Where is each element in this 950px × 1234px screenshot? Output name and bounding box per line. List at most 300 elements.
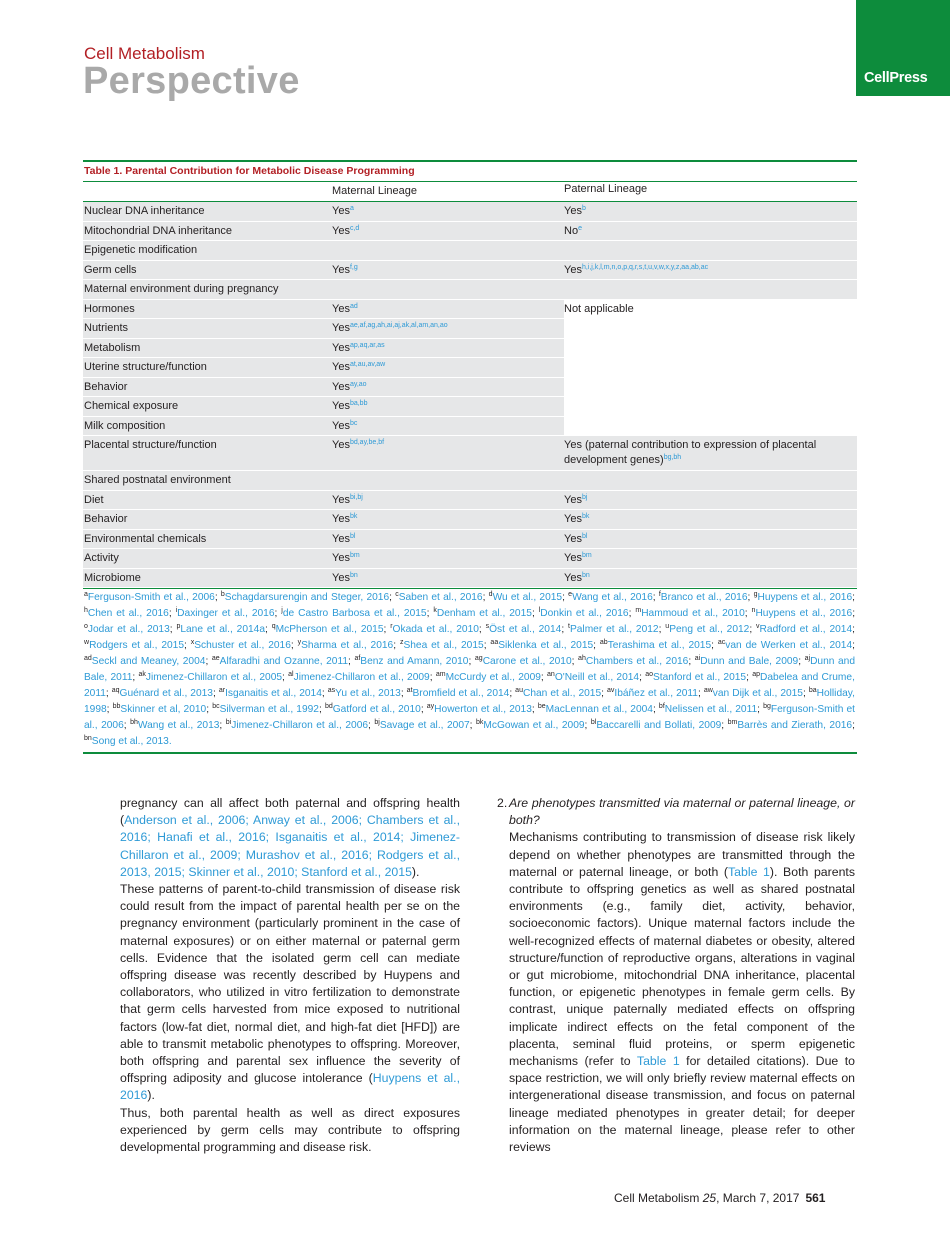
footnote-citation[interactable]: Baccarelli and Bollati, 2009 (596, 720, 722, 731)
footnote-citation[interactable]: van de Werken et al., 2014 (725, 640, 853, 651)
header-blank-cell (83, 182, 332, 201)
footnote-marker[interactable]: bi,bj (349, 493, 363, 501)
footnote-key: i (175, 607, 178, 614)
footnote-key: ay (426, 703, 435, 710)
cell-text: Yes (332, 322, 350, 334)
footnote-citation[interactable]: Chan et al., 2015 (522, 688, 602, 699)
footnote-citation[interactable]: Jimenez-Chillaron et al., 2005 (145, 672, 283, 683)
footnote-marker[interactable]: bj (581, 493, 588, 501)
footnote-citation[interactable]: Chen et al., 2016 (87, 608, 169, 619)
table-cell (332, 358, 564, 377)
table-cell (564, 491, 857, 510)
footnote-marker[interactable]: bc (349, 419, 358, 427)
footnote-marker[interactable]: ba,bb (349, 400, 368, 407)
footnote-citation[interactable]: Wu et al., 2015 (492, 592, 563, 603)
footnote-citation[interactable]: Silverman et al., 1992 (219, 704, 319, 715)
table-cell (564, 358, 857, 377)
footnote-citation[interactable]: Schagdarsurengin and Steger, 2016 (224, 592, 390, 603)
table-row (83, 549, 857, 569)
footnote (390, 624, 479, 635)
footnote-marker[interactable]: ay,ao (349, 380, 367, 388)
cell-text: Behavior (84, 513, 128, 525)
table-body (83, 202, 857, 588)
table-row (83, 339, 857, 359)
footnote-citation[interactable]: Barrès and Zierath, 2016 (737, 720, 853, 731)
footnote-citation[interactable]: Skinner et al, 2010 (120, 704, 207, 715)
footnote-key: t (568, 623, 570, 630)
table-row (83, 436, 857, 471)
footnote-key: g (753, 591, 758, 598)
footnote-citation[interactable]: Stanford et al., 2015 (653, 672, 747, 683)
table-header (83, 181, 857, 202)
footnote-citation[interactable]: Peng et al., 2012 (669, 624, 750, 635)
footnote-citation[interactable]: Denham et al., 2015 (436, 608, 532, 619)
footnote-key: ac (717, 639, 726, 646)
footnote (538, 704, 653, 715)
cell-text: Shared postnatal environment (84, 474, 231, 486)
footnote-citation[interactable]: Dabelea and Crume, 2011 (84, 672, 855, 699)
footnote-citation[interactable]: Carone et al., 2010 (482, 656, 572, 667)
footnote (226, 720, 368, 731)
text: pregnancy can all affect both paternal and offspring health ( (120, 796, 460, 828)
footnote-key: m (635, 607, 642, 614)
footnote-key: ab (599, 639, 608, 646)
footnote-citation[interactable]: Saben et al., 2016 (398, 592, 483, 603)
footnote-key: r (390, 623, 393, 630)
footnote-citation[interactable]: Wang et al., 2016 (572, 592, 653, 603)
footnote-key: ba (808, 687, 817, 694)
footnote-citation[interactable]: Howerton et al., 2013 (434, 704, 532, 715)
publisher-logo (856, 0, 950, 96)
table-link[interactable]: Table 1 (728, 864, 770, 879)
cell-text: Mitochondrial DNA inheritance (84, 224, 232, 237)
table-cell (83, 280, 332, 299)
cell-text: Yes (332, 571, 350, 584)
footer-volume: 25 (702, 1191, 717, 1205)
footnote-citation[interactable]: Sharma et al., 2016 (301, 640, 394, 651)
footnote-citation[interactable]: Seckl and Meaney, 2004 (91, 656, 206, 667)
text: Mechanisms contributing to transmission of disease risk likely depend on whether phenotypes are transmitted through the maternal or paternal lineage, or both ( (509, 830, 855, 879)
table-row (83, 261, 857, 281)
table-row (83, 569, 857, 589)
table-footnotes: $^a$Ferguson-Smith et al., 2006; $^b$Schagdarsurengin and Steger, 2016; $^c$Saben et al., 2016; $^d$Wu et al., 2015; $^e$Wang et al., 2016; $^f$Branco et al., 2016; $^g$Huypens et al., 2016; $^h$Chen et al., 2016; $^i$Daxinger et al., 2016; $^j$de Castro Barbosa et al., 2015; $^k$Denham et al., 2015; $^l$Donkin et al., 2016; $^m$Hammoud et al., 2010; $^n$Huypens et al., 2016; $^o$Jodar et al., 2013; $^p$Lane et al., 2014a; $^q$McPherson et al., 2015; $^r$Okada et al., 2010; $^s$Öst et al., 2014; $^t$Palmer et al., 2012; $^u$Peng et al., 2012; $^v$Radford et al., 2014; $^w$Rodgers et al., 2015; $^x$Schuster et al., 2016; $^y$Sharma et al., 2016; $^z$Shea et al., 2015; $^{aa}$Siklenka et al., 2015; $^{ab}$Terashima et al., 2015; $^{ac}$van de Werken et al., 2014; $^{ad}$Seckl and Meaney, 2004; $^{ae}$Alfaradhi and Ozanne, 2011; $^{af}$Benz and Amann, 2010; $^{ag}$Carone et al., 2010; $^{ah}$Chambers et al., 2016; $^{ai}$Dunn and Bale, 2009; $^{aj}$Dunn and Bale, 2011; $^{ak}$Jimenez-Chillaron et al., 2005; $^{al}$Jimenez-Chillaron et al., 2009; $^{am}$McCurdy et al., 2009; $^{an}$O'Neill et al., 2014; $^{ao}$Stanford et al., 2015; $^{ap}$Dabelea and Crume, 2011; $^{aq}$Guénard et al., 2013; $^{ar}$Isganaitis et al., 2014; $^{as}$Yu et al., 2013; $^{at}$Bromfield et al., 2014; $^{au}$Chan et al., 2015; $^{av}$Ibáñez et al., 2011; $^{aw}$van Dijk et al., 2015; $^{ba}$Holliday, 1998; $^{bb}$Skinner et al, 2010; $^{bc}$Silverman et al., 1992; $^{bd}$Gatford et al., 2010; $^{ay}$Howerton et al., 2013; $^{be}$MacLennan et al., 2004; $^{bf}$Nelissen et al., 2011; $^{bg}$Ferguson-Smith et al., 2006; $^{bh}$Wang et al., 2013; $^{bi}$Jimenez-Chillaron et al., 2006; $^{bj}$Savage et al., 2007; $^{bk}$McGowan et al., 2009; $^{bl}$Baccarelli and Bollati, 2009; $^{bm}$Barrès and Zierath, 2016; $^{bn}$Song et al., 2013. (83, 588, 857, 754)
footnote-citation[interactable]: McGowan et al., 2009 (483, 720, 585, 731)
cell-text: Yes (332, 439, 350, 451)
footnote-citation[interactable]: Dunn and Bale, 2011 (84, 656, 856, 683)
footnote-marker[interactable]: ae,af,ag,ah,ai,aj,ak,al,am,an,ao (349, 322, 448, 329)
footnote-marker[interactable]: at,au,av,aw (349, 361, 386, 368)
footnote (112, 688, 213, 699)
table-cell (83, 222, 332, 241)
footnote-citation[interactable]: Jodar et al., 2013 (87, 624, 170, 635)
cell-text: No (564, 224, 579, 237)
footnote-key: ah (578, 655, 586, 662)
footnote-key: l (538, 607, 541, 614)
citation-link[interactable]: Anderson et al., 2006; Anway et al., 2006; Chambers et al., 2016; Hanafi et al., 2016; Isganaitis et al., 2014; Jimenez-Chillaron et al., 2009; Murashov et al., 2016; Rodgers et al., 2013, 2015; Skinner et al., 2010; Stanford et al., 2015 (120, 813, 460, 879)
footnote-key: v (756, 623, 760, 630)
footnote-key: bd (324, 703, 333, 710)
table-cell (83, 530, 332, 549)
footnote-citation[interactable]: Huypens et al., 2016 (755, 608, 853, 619)
footnote (756, 624, 852, 635)
footnote-key: be (537, 703, 546, 710)
footnote-citation[interactable]: Ferguson-Smith et al., 2006 (84, 704, 856, 731)
table-cell (83, 378, 332, 397)
footnote-citation[interactable]: Song et al., 2013. (91, 736, 172, 747)
table-cell (332, 202, 564, 221)
footnote (84, 608, 169, 619)
footnote-citation[interactable]: Holliday, 1998 (84, 688, 855, 715)
footnote (490, 640, 593, 651)
footnote (728, 720, 852, 731)
table-row (83, 491, 857, 511)
footnote-key: ae (211, 655, 220, 662)
footnote-key: ak (138, 671, 146, 678)
footnote-key: f (658, 591, 661, 598)
footnote-citation[interactable]: Isganaitis et al., 2014 (225, 688, 322, 699)
table-cell (83, 549, 332, 568)
table-row (83, 358, 857, 378)
footnote (113, 704, 207, 715)
footnote (354, 656, 468, 667)
cell-text: Yes (564, 532, 582, 545)
footnote (645, 672, 746, 683)
footnote-citation[interactable]: Ibáñez et al., 2011 (614, 688, 698, 699)
footnote-citation[interactable]: Wang et al., 2013 (137, 720, 220, 731)
footnote-key: a (84, 591, 88, 598)
table-cell (83, 471, 332, 490)
footnote-key: as (327, 687, 336, 694)
footnote-marker[interactable]: h,i,j,k,l,m,n,o,p,q,r,s,t,u,v,w,x,y,z,aa,ab,ac (581, 263, 709, 271)
table-cell (83, 261, 332, 280)
table-row (83, 471, 857, 491)
footnote-marker[interactable]: bm (581, 552, 592, 559)
footnote-key: af (354, 655, 361, 662)
footnote-key: ad (84, 655, 92, 662)
journal-name: Cell Metabolism (84, 44, 205, 63)
question-text: Are phenotypes transmitted via maternal or paternal lineage, or both? (509, 796, 855, 828)
table-cell (332, 261, 564, 280)
footnote-key: bc (212, 703, 220, 710)
cell-text: Yes (564, 571, 582, 584)
footnote-citation[interactable]: Branco et al., 2016 (660, 592, 748, 603)
footnote-marker[interactable]: b (581, 205, 586, 212)
cell-text: Uterine structure/function (84, 361, 207, 373)
footnote (486, 624, 562, 635)
footnote-marker[interactable]: bk (349, 513, 358, 520)
citation-link[interactable]: Huypens et al., 2016 (120, 1071, 460, 1103)
footnote-citation[interactable]: Öst et al., 2014 (489, 624, 562, 635)
footnote-citation[interactable]: Nelissen et al., 2011 (664, 704, 758, 715)
cell-text: Yes (332, 380, 350, 393)
footnote (659, 592, 748, 603)
footnote-key: aw (703, 687, 713, 694)
footnote-citation[interactable]: Jimenez-Chillaron et al., 2009 (293, 672, 430, 683)
footnote-key: ar (218, 687, 226, 694)
table-cell (83, 319, 332, 338)
footnote (130, 720, 219, 731)
footnote-key: bh (130, 719, 138, 726)
table-cell (564, 510, 857, 529)
footnote-key: bb (112, 703, 121, 710)
footnote (578, 656, 688, 667)
footnote (325, 704, 421, 715)
table-row (83, 300, 857, 320)
footnote-key: av (606, 687, 615, 694)
table-cell (332, 549, 564, 568)
footnote (635, 608, 744, 619)
table-cell (332, 510, 564, 529)
footnote-key: aa (490, 639, 499, 646)
table-cell (564, 202, 857, 221)
table-cell (564, 300, 857, 319)
footnote (704, 688, 803, 699)
cell-text: Yes (332, 205, 350, 217)
paragraph (120, 881, 460, 1105)
table-cell (83, 569, 332, 588)
cell-text: Yes (564, 493, 582, 506)
footnote (659, 704, 757, 715)
footnote-marker[interactable]: c,d (349, 224, 360, 232)
page-footer (614, 1191, 825, 1205)
footnote-marker[interactable]: ap,aq,ar,as (349, 341, 385, 349)
table-cell (83, 510, 332, 529)
footnote (212, 656, 348, 667)
footnote (191, 640, 291, 651)
footnote-citation[interactable]: Donkin et al., 2016 (540, 608, 629, 619)
table-row (83, 530, 857, 550)
table-cell (564, 378, 857, 397)
footnote-citation[interactable]: McPherson et al., 2015 (275, 624, 384, 635)
footnote-marker[interactable]: bk (581, 513, 590, 520)
right-column (497, 795, 855, 1156)
cell-text: Yes (332, 302, 350, 315)
footnote-key: bk (476, 719, 484, 726)
table-cell (332, 319, 564, 338)
table-cell (83, 436, 332, 470)
footnote (515, 688, 601, 699)
footnote (395, 592, 482, 603)
footnote (212, 704, 319, 715)
cell-text: Yes (332, 513, 350, 525)
footnote-citation[interactable]: Siklenka et al., 2015 (498, 640, 594, 651)
footnote-citation[interactable]: Chambers et al., 2016 (585, 656, 689, 667)
cell-text: Yes (332, 493, 350, 506)
cell-text: Yes (332, 341, 350, 354)
table-cell (332, 378, 564, 397)
footnote-marker[interactable]: a (349, 205, 354, 212)
footnote-marker[interactable]: bg,bh (663, 454, 682, 461)
footnote-marker[interactable]: bd,ay,be,bf (349, 439, 385, 446)
footnote-key: z (399, 639, 404, 646)
cell-text: Milk composition (84, 419, 166, 432)
cell-text: Maternal environment during pregnancy (84, 283, 279, 295)
footnote-marker[interactable]: f,g (349, 263, 358, 271)
table-cell (564, 397, 857, 416)
cell-text: Yes (332, 263, 350, 276)
footnote (221, 592, 389, 603)
footnote-citation[interactable]: Hammoud et al., 2010 (641, 608, 745, 619)
footnote-key: al (288, 671, 294, 678)
footnote-marker[interactable]: e (578, 224, 582, 232)
table-cell (83, 397, 332, 416)
footnote-citation[interactable]: Yu et al., 2013 (335, 688, 401, 699)
table-cell (564, 417, 857, 436)
table-link[interactable]: Table 1 (636, 1054, 680, 1069)
footnote-citation[interactable]: Guénard et al., 2013 (119, 688, 213, 699)
table-cell (332, 241, 564, 260)
footnote-citation[interactable]: O'Neill et al., 2014 (554, 672, 640, 683)
footnote (176, 608, 275, 619)
table-row (83, 222, 857, 242)
footnote-key: bl (590, 719, 597, 726)
footnote-marker[interactable]: bm (349, 552, 360, 559)
footnote-citation[interactable]: Benz and Amann, 2010 (360, 656, 469, 667)
footnote (427, 704, 532, 715)
footnote-citation[interactable]: Schuster et al., 2016 (194, 640, 291, 651)
table-row (83, 202, 857, 222)
footnote (374, 720, 469, 731)
cell-text: Yes (564, 205, 582, 217)
footnote-citation[interactable]: Terashima et al., 2015 (607, 640, 712, 651)
footnote-citation[interactable]: Savage et al., 2007 (379, 720, 470, 731)
footnote-citation[interactable]: Alfaradhi and Ozanne, 2011 (219, 656, 349, 667)
footnote-key: aq (111, 687, 120, 694)
page-number: 561 (805, 1191, 826, 1205)
cell-text: Yes (paternal contribution to expression of placental development genes) (564, 439, 817, 466)
footnote-key: c (395, 591, 399, 598)
footnote-citation[interactable]: Daxinger et al., 2016 (177, 608, 275, 619)
cell-text: Yes (564, 513, 582, 525)
footnote-key: au (515, 687, 523, 694)
footnote-key: bj (374, 719, 380, 726)
footnote-citation[interactable]: Dunn and Bale, 2009 (700, 656, 799, 667)
footnote-citation[interactable]: Palmer et al., 2012 (569, 624, 659, 635)
footnote-key: p (176, 623, 181, 630)
table-cell (83, 491, 332, 510)
cell-text: Activity (84, 552, 119, 564)
table-1 (83, 160, 857, 754)
table-title: Table 1. Parental Contribution for Metabolic Disease Programming (83, 160, 857, 181)
footnote-key: ag (474, 655, 483, 662)
table-cell (332, 339, 564, 358)
table-cell (564, 222, 857, 241)
cell-text: Hormones (84, 302, 135, 315)
footnote-citation[interactable]: van Dijk et al., 2015 (712, 688, 803, 699)
footnote-marker[interactable]: bn (349, 571, 358, 579)
table-cell (83, 241, 332, 260)
cell-text: Yes (564, 552, 582, 564)
footnote (436, 672, 541, 683)
footnote-marker[interactable]: bl (349, 532, 356, 540)
table-cell (564, 280, 857, 299)
paragraph (120, 795, 460, 881)
footnote-key: ap (752, 671, 761, 678)
footnote (591, 720, 721, 731)
table-cell (332, 300, 564, 319)
footnote-citation[interactable]: Rodgers et al., 2015 (89, 640, 184, 651)
footnote (754, 592, 853, 603)
cell-text: Epigenetic modification (84, 244, 198, 256)
table-row (83, 280, 857, 300)
table-row (83, 417, 857, 437)
footnote (475, 656, 572, 667)
footnote-marker[interactable]: bl (581, 532, 588, 540)
footer-date: , March 7, 2017 (716, 1191, 800, 1205)
footnote-marker[interactable]: bn (581, 571, 590, 579)
footnote (568, 592, 653, 603)
header-maternal: Maternal Lineage (332, 185, 418, 197)
cell-text: Yes (332, 361, 350, 373)
footnote-citation[interactable]: MacLennan et al., 2004 (545, 704, 653, 715)
footnote (568, 624, 659, 635)
text: for detailed citations). Due to space restriction, we will only briefly review maternal effects on intergenerational disease transmission, and focus on paternal lineage mediated phenotypes in greater detail; for deeper information on the maternal lineage, please refer to other reviews (509, 1054, 855, 1155)
footnote-key: b (220, 591, 225, 598)
footnote-citation[interactable]: Huypens et al., 2016 (757, 592, 853, 603)
table-cell (564, 261, 857, 280)
cell-text: Placental structure/function (84, 439, 217, 451)
table-cell (564, 530, 857, 549)
table-row (83, 319, 857, 339)
question-number: 2. (497, 796, 508, 810)
footnote (328, 688, 401, 699)
cell-text: Yes (332, 532, 350, 545)
footnote-citation[interactable]: Jimenez-Chillaron et al., 2006 (231, 720, 369, 731)
left-column (120, 795, 460, 1156)
cell-text: Environmental chemicals (84, 532, 207, 545)
footnote-citation[interactable]: McCurdy et al., 2009 (445, 672, 541, 683)
footnote-citation[interactable]: Lane et al., 2014a (180, 624, 266, 635)
table-cell (564, 471, 857, 490)
footnote-key: an (547, 671, 555, 678)
table-cell (332, 530, 564, 549)
table-cell (83, 202, 332, 221)
footnote-citation[interactable]: de Castro Barbosa et al., 2015 (282, 608, 427, 619)
footnote-key: at (406, 687, 413, 694)
footnote-citation[interactable]: Radford et al., 2014 (759, 624, 853, 635)
footnote-key: s (485, 623, 490, 630)
footnote-citation[interactable]: Bromfield et al., 2014 (412, 688, 510, 699)
cell-text: Behavior (84, 380, 128, 393)
footnote (176, 624, 265, 635)
table-row (83, 241, 857, 261)
publisher-name: CellPress (864, 70, 928, 86)
footnote (752, 608, 853, 619)
footnote (400, 640, 484, 651)
footnote-key: bg (763, 703, 771, 710)
footnote-citation[interactable]: Ferguson-Smith et al., 2006 (87, 592, 215, 603)
footnote (298, 640, 394, 651)
footnote-citation[interactable]: Gatford et al., 2010 (332, 704, 421, 715)
footnote-marker[interactable]: ad (349, 302, 358, 310)
footnote-key: bi (225, 719, 232, 726)
footnote (84, 656, 205, 667)
footnote (288, 672, 430, 683)
footnote-key: ai (694, 655, 701, 662)
footnote-key: w (84, 639, 90, 646)
footnote (695, 656, 798, 667)
table-cell (564, 241, 857, 260)
cell-text: Yes (564, 263, 582, 276)
paragraph: Thus, both parental health as well as direct exposures experienced by germ cells may contribute to offspring developmental programming and disease risk. (120, 1105, 460, 1155)
footnote-citation[interactable]: Okada et al., 2010 (392, 624, 479, 635)
text: ). (411, 864, 420, 879)
table-cell (332, 417, 564, 436)
table-row (83, 397, 857, 417)
cell-text: Not applicable (564, 302, 634, 315)
table-cell (332, 569, 564, 588)
footnote-citation[interactable]: Shea et al., 2015 (403, 640, 484, 651)
